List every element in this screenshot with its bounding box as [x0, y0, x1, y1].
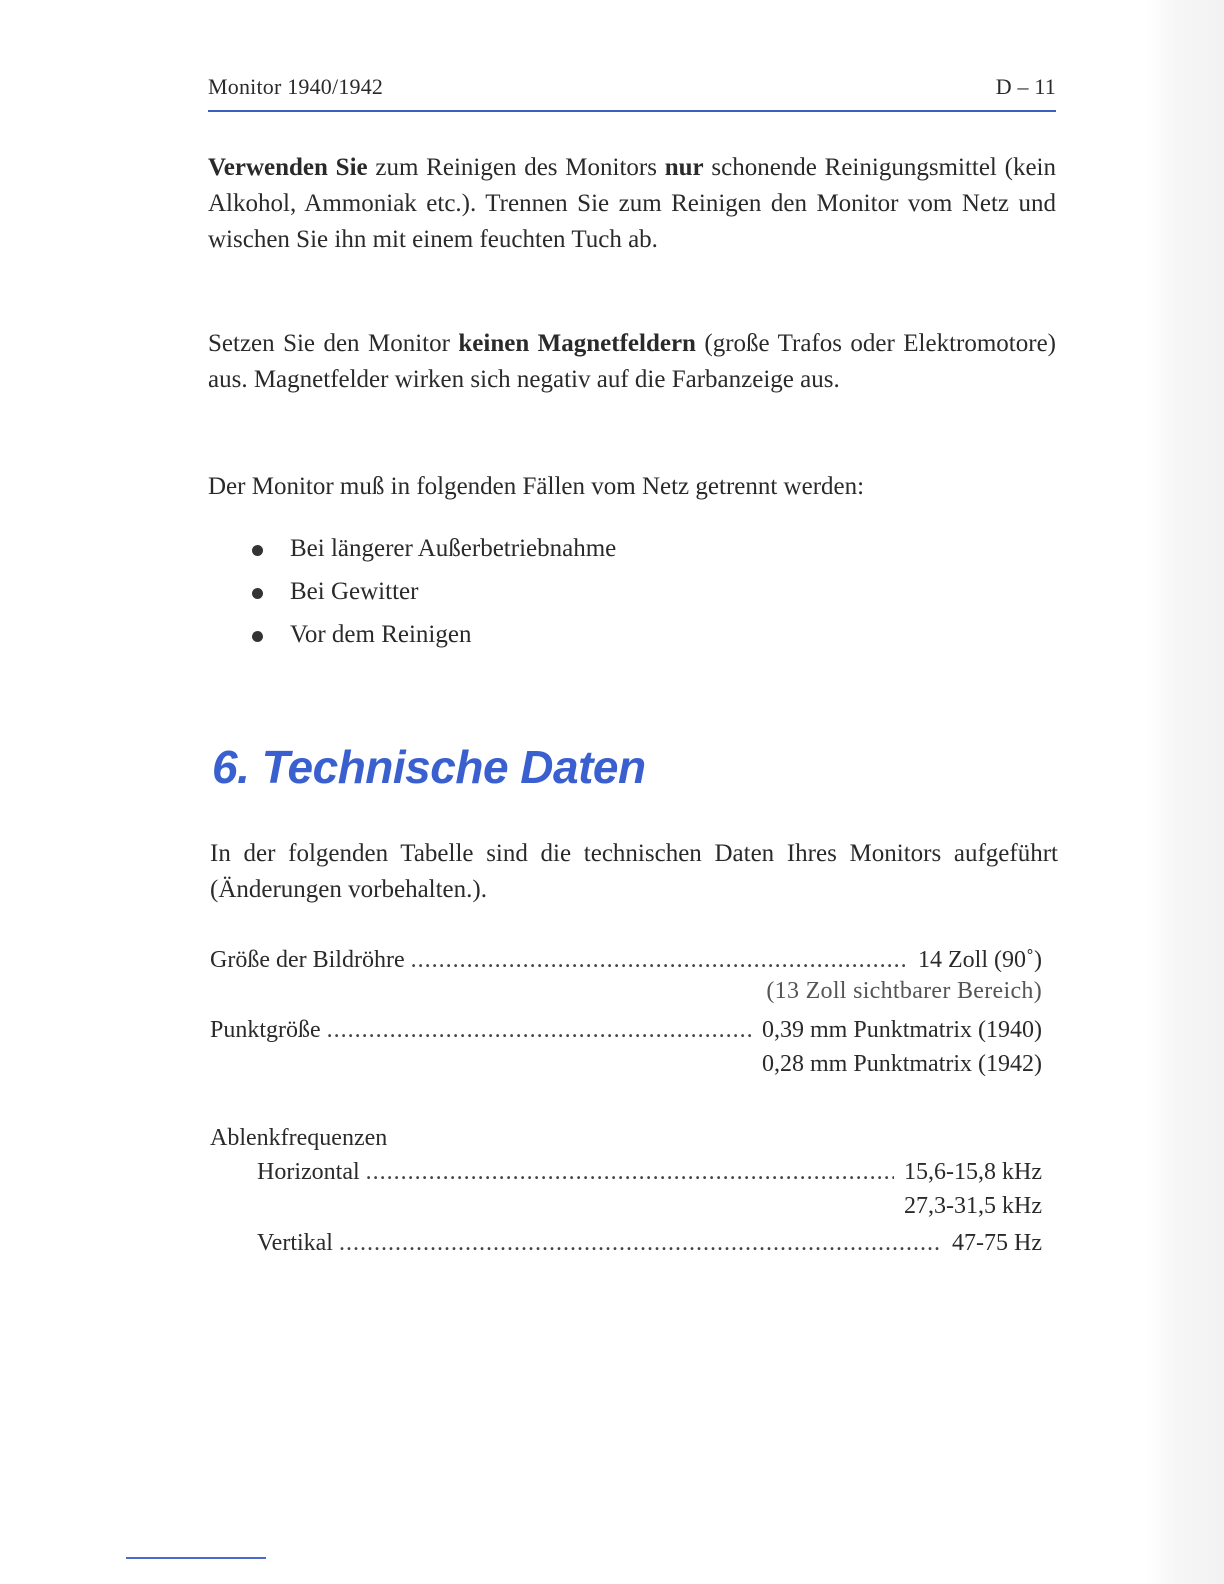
emphasis-magnetfeldern: keinen Magnetfeldern	[458, 330, 696, 357]
paragraph1-text-b: schonende Reinigungsmittel (kein Alkohol, Ammoniak etc.). Trennen Sie zum Reinigen den Monitor vom Netz und wischen Sie ihn mit einem feuchten Tuch ab.	[208, 154, 1056, 253]
spec-value: 0,39 mm Punktmatrix (1940)	[762, 1017, 1042, 1043]
paragraph2-text-a: Setzen Sie den Monitor	[208, 330, 459, 357]
header-document-title: Monitor 1940/1942	[208, 74, 384, 99]
spec-intro-paragraph: In der folgenden Tabelle sind die technischen Daten Ihres Monitors aufgeführt (Änderungen vorbehalten.).	[210, 840, 1058, 903]
list-item-text: Bei längerer Außerbetriebnahme	[290, 535, 617, 562]
spec-row-tube	[210, 943, 1042, 977]
list-item	[250, 617, 616, 660]
page-header	[208, 74, 1056, 106]
spec-group-title: Ablenkfrequenzen	[210, 1125, 388, 1151]
spec-value: 15,6-15,8 kHz	[904, 1159, 1042, 1185]
list-item	[250, 531, 616, 574]
header-page-number: D – 11	[995, 74, 1056, 99]
list-item	[250, 574, 616, 617]
dot-leader	[339, 1226, 942, 1260]
spec-label: Punktgröße	[210, 1017, 321, 1043]
spec-value-second: 0,28 mm Punktmatrix (1942)	[762, 1051, 1042, 1077]
list-item-text: Vor dem Reinigen	[290, 621, 472, 648]
dot-leader	[366, 1155, 894, 1189]
dot-leader	[327, 1013, 752, 1047]
spec-value: 14 Zoll (90˚)	[918, 947, 1042, 973]
spec-note-visible-area: (13 Zoll sichtbarer Bereich)	[766, 978, 1042, 1004]
spec-value: 47-75 Hz	[952, 1230, 1042, 1256]
emphasis-verwenden: Verwenden Sie	[208, 154, 368, 181]
spec-row-dot-pitch	[210, 1013, 1042, 1047]
dot-leader	[411, 943, 908, 977]
spec-label: Vertikal	[257, 1230, 333, 1256]
paragraph1-text-a: zum Reinigen des Monitors	[367, 154, 665, 181]
bullet-icon	[252, 588, 263, 599]
disconnect-paragraph: Der Monitor muß in folgenden Fällen vom Netz getrennt werden:	[208, 473, 865, 500]
disconnect-list	[250, 531, 616, 660]
magnet-paragraph	[208, 326, 1056, 398]
spec-row-horizontal	[257, 1155, 1042, 1189]
spec-row-vertical	[257, 1226, 1042, 1260]
spec-value-second: 27,3-31,5 kHz	[904, 1193, 1042, 1219]
paragraph2-text-b: (große Trafos oder Elektromotore) aus. Magnetfelder wirken sich negativ auf die Farbanzeige aus.	[208, 330, 1056, 393]
bullet-icon	[252, 631, 263, 642]
spec-label: Horizontal	[257, 1159, 360, 1185]
list-item-text: Bei Gewitter	[290, 578, 419, 605]
section-title: 6. Technische Daten	[212, 741, 646, 793]
page-edge-shade	[1146, 0, 1224, 1584]
emphasis-nur: nur	[664, 154, 704, 181]
cleaning-paragraph	[208, 150, 1056, 258]
spec-label: Größe der Bildröhre	[210, 947, 405, 973]
footer-rule	[126, 1557, 266, 1559]
bullet-icon	[252, 545, 263, 556]
header-rule	[208, 110, 1056, 112]
